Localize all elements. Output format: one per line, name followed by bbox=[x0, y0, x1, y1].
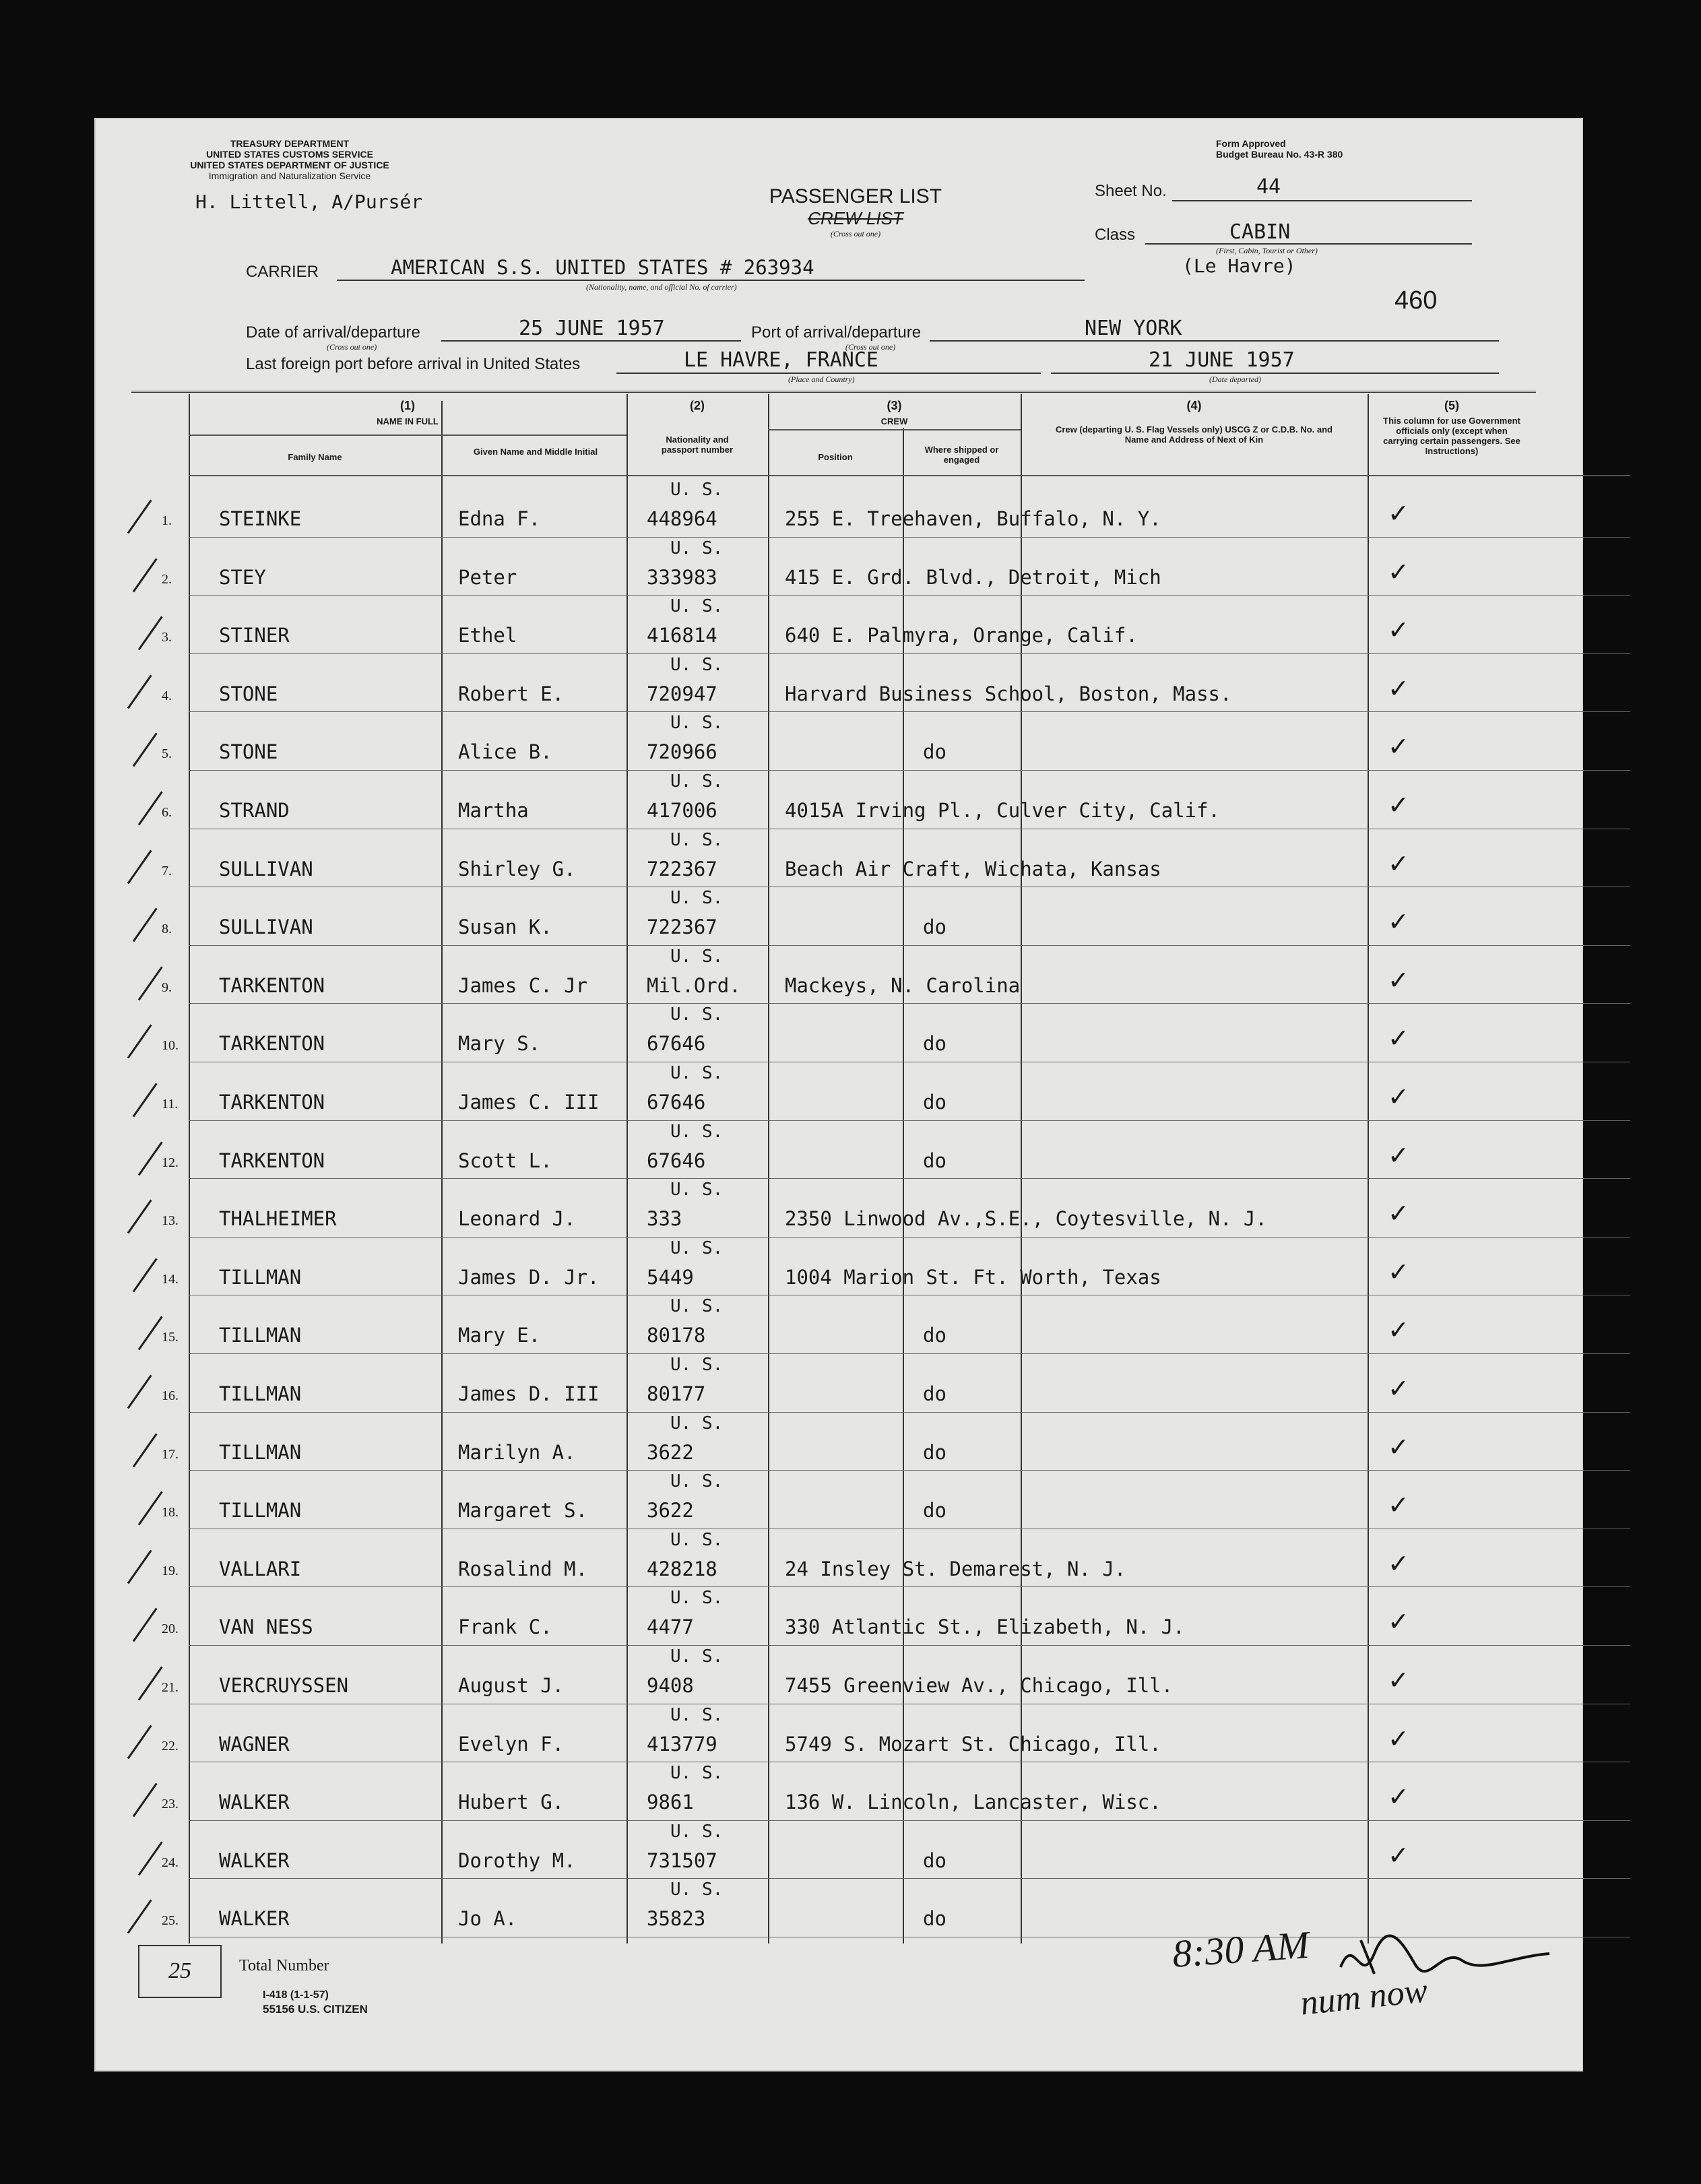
carrier-label: CARRIER bbox=[246, 263, 319, 281]
given-name: Evelyn F. bbox=[458, 1732, 565, 1756]
title-note: (Cross out one) bbox=[830, 229, 881, 238]
address: 24 Insley St. Demarest, N. J. bbox=[785, 1557, 1126, 1580]
header-bottom-rule bbox=[189, 475, 1630, 476]
col-5-title: This column for use Government officials only (except when carrying certain passengers. See Instructions) bbox=[1383, 416, 1520, 456]
nationality: U. S. bbox=[670, 1296, 724, 1317]
agency-header bbox=[189, 138, 391, 181]
margin-tick-mark bbox=[133, 1608, 158, 1642]
row-number: 3. bbox=[162, 630, 172, 645]
passport-number: 80177 bbox=[647, 1382, 706, 1405]
carrier-underline bbox=[337, 280, 1085, 281]
arrival-date-underline bbox=[441, 340, 741, 342]
col-4-number: (4) bbox=[1186, 399, 1202, 412]
purser-name: H. Littell, A/Pursér bbox=[195, 191, 423, 213]
col-4-title: Crew (departing U. S. Flag Vessels only) USCG Z or C.D.B. No. and Name and Address of Next of Kin bbox=[1055, 424, 1333, 445]
passport-number: 417006 bbox=[647, 799, 717, 822]
check-mark: ✓ bbox=[1388, 1607, 1409, 1637]
address: 136 W. Lincoln, Lancaster, Wisc. bbox=[785, 1791, 1161, 1814]
given-name: Dorothy M. bbox=[458, 1849, 576, 1872]
family-name: WAGNER bbox=[219, 1732, 290, 1756]
passport-number: 333983 bbox=[647, 565, 717, 589]
family-name: WALKER bbox=[219, 1907, 290, 1931]
row-rule bbox=[189, 653, 1630, 654]
family-name: TILLMAN bbox=[219, 1440, 302, 1464]
arrival-port-note: (Cross out one) bbox=[845, 342, 896, 352]
given-name: Mary E. bbox=[458, 1324, 541, 1347]
last-port-label: Last foreign port before arrival in United States bbox=[246, 355, 581, 373]
table-top-rule bbox=[131, 391, 1536, 393]
passport-number: 720947 bbox=[647, 682, 717, 705]
last-port-underline bbox=[616, 373, 1041, 374]
family-name: TILLMAN bbox=[219, 1324, 302, 1347]
address: do bbox=[923, 1149, 946, 1172]
row-number: 22. bbox=[162, 1738, 179, 1754]
passport-number: 5449 bbox=[647, 1265, 694, 1289]
address: 640 E. Palmyra, Orange, Calif. bbox=[785, 624, 1138, 647]
margin-tick-mark bbox=[127, 1549, 152, 1584]
margin-tick-mark bbox=[133, 1083, 158, 1117]
col-given-heading: Given Name and Middle Initial bbox=[473, 447, 598, 457]
passport-number: 722367 bbox=[647, 857, 717, 880]
agency-line-1: TREASURY DEPARTMENT bbox=[230, 138, 350, 149]
form-title bbox=[755, 185, 957, 239]
passport-number: 67646 bbox=[647, 1149, 706, 1172]
margin-tick-mark bbox=[133, 558, 158, 592]
family-name: VALLARI bbox=[219, 1557, 302, 1580]
nationality: U. S. bbox=[670, 888, 724, 909]
nationality: U. S. bbox=[670, 1004, 724, 1025]
row-rule bbox=[189, 1120, 1630, 1121]
col-divider-6 bbox=[1368, 394, 1369, 1944]
family-name: SULLIVAN bbox=[219, 857, 313, 880]
family-name: TILLMAN bbox=[219, 1499, 302, 1522]
nationality: U. S. bbox=[670, 1646, 724, 1667]
margin-tick-mark bbox=[127, 1200, 152, 1234]
sheet-underline bbox=[1172, 200, 1472, 201]
given-name: James D. III bbox=[458, 1382, 600, 1405]
family-name: VAN NESS bbox=[219, 1615, 313, 1639]
margin-tick-mark bbox=[127, 1900, 152, 1934]
row-rule bbox=[189, 1237, 1630, 1238]
col-5-number: (5) bbox=[1444, 399, 1459, 412]
passport-number: 413779 bbox=[647, 1732, 717, 1756]
given-name: Jo A. bbox=[458, 1907, 517, 1931]
check-mark: ✓ bbox=[1388, 790, 1409, 820]
address: do bbox=[923, 1849, 946, 1872]
check-mark: ✓ bbox=[1388, 732, 1409, 762]
passport-number: 80178 bbox=[647, 1324, 706, 1347]
check-mark: ✓ bbox=[1388, 615, 1409, 645]
family-name: STRAND bbox=[219, 799, 290, 822]
check-mark: ✓ bbox=[1388, 1782, 1409, 1812]
total-label: Total Number bbox=[239, 1957, 329, 1974]
given-name: Susan K. bbox=[458, 916, 552, 939]
margin-tick-mark bbox=[133, 1783, 158, 1818]
margin-tick-mark bbox=[138, 616, 163, 651]
margin-tick-mark bbox=[127, 1025, 152, 1059]
passport-number: 35823 bbox=[647, 1907, 706, 1931]
margin-tick-mark bbox=[127, 849, 152, 884]
family-name: STEY bbox=[219, 565, 266, 589]
row-number: 14. bbox=[162, 1271, 179, 1287]
row-number: 5. bbox=[162, 746, 172, 762]
row-number: 24. bbox=[162, 1855, 179, 1870]
given-name: Margaret S. bbox=[458, 1499, 588, 1522]
check-mark: ✓ bbox=[1388, 1082, 1409, 1112]
address: do bbox=[923, 916, 946, 939]
address: 7455 Greenview Av., Chicago, Ill. bbox=[785, 1674, 1174, 1697]
nationality: U. S. bbox=[670, 538, 724, 558]
given-name: Rosalind M. bbox=[458, 1557, 588, 1580]
family-name: STONE bbox=[219, 740, 278, 764]
address: 1004 Marion St. Ft. Worth, Texas bbox=[785, 1265, 1161, 1289]
nationality: U. S. bbox=[670, 1238, 724, 1258]
margin-tick-mark bbox=[138, 1841, 163, 1875]
margin-tick-mark bbox=[127, 1374, 152, 1409]
check-mark: ✓ bbox=[1388, 1140, 1409, 1170]
passenger-list-form bbox=[94, 118, 1583, 2071]
given-name: James D. Jr. bbox=[458, 1265, 600, 1289]
row-rule bbox=[189, 595, 1630, 596]
col-1-number: (1) bbox=[400, 399, 415, 412]
margin-tick-mark bbox=[138, 1666, 163, 1700]
total-value: 25 bbox=[168, 1958, 191, 1983]
nationality: U. S. bbox=[670, 1121, 724, 1142]
row-number: 12. bbox=[162, 1155, 179, 1170]
address: do bbox=[923, 1382, 946, 1405]
form-number: I-418 (1-1-57) bbox=[263, 1989, 329, 2001]
given-name: James C. Jr bbox=[458, 973, 588, 997]
address: 255 E. Treehaven, Buffalo, N. Y. bbox=[785, 507, 1161, 530]
passport-number: 448964 bbox=[647, 507, 717, 530]
nationality: U. S. bbox=[670, 1588, 724, 1609]
col-where-heading: Where shipped or engaged bbox=[924, 445, 999, 465]
row-number: 1. bbox=[162, 513, 172, 528]
given-name: Robert E. bbox=[458, 682, 565, 705]
header-subrule-1 bbox=[189, 435, 627, 436]
carrier-value: AMERICAN S.S. UNITED STATES # 263934 bbox=[391, 256, 814, 279]
family-name: TARKENTON bbox=[219, 1149, 325, 1172]
passport-number: 3622 bbox=[647, 1440, 694, 1464]
address: Beach Air Craft, Wichata, Kansas bbox=[785, 857, 1161, 880]
address: Harvard Business School, Boston, Mass. bbox=[785, 682, 1232, 705]
address: 415 E. Grd. Blvd., Detroit, Mich bbox=[785, 565, 1161, 589]
family-name: TARKENTON bbox=[219, 973, 325, 997]
family-name: WALKER bbox=[219, 1791, 290, 1814]
family-name: WALKER bbox=[219, 1849, 290, 1872]
check-mark: ✓ bbox=[1388, 1315, 1409, 1345]
col-position-heading: Position bbox=[818, 452, 853, 462]
row-number: 4. bbox=[162, 688, 172, 703]
family-name: STONE bbox=[219, 682, 278, 705]
given-name: Peter bbox=[458, 565, 517, 589]
family-name: TARKENTON bbox=[219, 1091, 325, 1114]
handwritten-time: 8:30 AM bbox=[1170, 1922, 1311, 1977]
address: do bbox=[923, 1324, 946, 1347]
family-name: STEINKE bbox=[219, 507, 302, 530]
family-name: STINER bbox=[219, 624, 290, 647]
margin-tick-mark bbox=[138, 1141, 163, 1176]
margin-tick-mark bbox=[138, 966, 163, 1000]
title-line-2: CREW LIST bbox=[808, 208, 903, 228]
arrival-port-label: Port of arrival/departure bbox=[751, 323, 922, 342]
row-number: 11. bbox=[162, 1097, 179, 1112]
passport-number: 428218 bbox=[647, 1557, 717, 1580]
row-rule bbox=[189, 1820, 1630, 1821]
check-mark: ✓ bbox=[1388, 1840, 1409, 1870]
sheet-label: Sheet No. bbox=[1095, 182, 1167, 200]
passport-number: 3622 bbox=[647, 1499, 694, 1522]
carrier-note: (Nationality, name, and official No. of carrier) bbox=[586, 282, 737, 292]
nationality: U. S. bbox=[670, 1821, 724, 1842]
row-number: 17. bbox=[162, 1446, 179, 1462]
col-divider-0 bbox=[189, 394, 190, 1944]
col-divider-3 bbox=[768, 394, 769, 1944]
handwritten-initials: num now bbox=[1298, 1971, 1430, 2023]
agency-line-4: Immigration and Naturalization Service bbox=[208, 170, 371, 181]
title-line-1: PASSENGER LIST bbox=[769, 185, 942, 207]
family-name: SULLIVAN bbox=[219, 916, 313, 939]
col-divider-1 bbox=[441, 401, 443, 1944]
margin-tick-mark bbox=[133, 1433, 158, 1467]
given-name: James C. III bbox=[458, 1091, 600, 1114]
address: 5749 S. Mozart St. Chicago, Ill. bbox=[785, 1732, 1161, 1756]
col-divider-4 bbox=[903, 428, 904, 1944]
row-number: 16. bbox=[162, 1388, 179, 1403]
check-mark: ✓ bbox=[1388, 907, 1409, 937]
row-number: 9. bbox=[162, 979, 172, 995]
family-name: TILLMAN bbox=[219, 1382, 302, 1405]
passport-number: 67646 bbox=[647, 1032, 706, 1056]
check-mark: ✓ bbox=[1388, 556, 1409, 587]
passport-number: Mil.Ord. bbox=[647, 973, 741, 997]
nationality: U. S. bbox=[670, 1471, 724, 1492]
given-name: August J. bbox=[458, 1674, 565, 1697]
given-name: Hubert G. bbox=[458, 1791, 565, 1814]
arrival-date-note: (Cross out one) bbox=[327, 342, 377, 352]
address: do bbox=[923, 1499, 946, 1522]
nationality: U. S. bbox=[670, 946, 724, 967]
given-name: Edna F. bbox=[458, 507, 541, 530]
margin-tick-mark bbox=[138, 1316, 163, 1351]
passport-number: 4477 bbox=[647, 1615, 694, 1639]
check-mark: ✓ bbox=[1388, 1023, 1409, 1054]
margin-tick-mark bbox=[138, 791, 163, 825]
address: do bbox=[923, 1091, 946, 1114]
row-rule bbox=[189, 711, 1630, 712]
col-family-heading: Family Name bbox=[288, 452, 342, 462]
nationality: U. S. bbox=[670, 1529, 724, 1550]
row-rule bbox=[189, 1470, 1630, 1471]
citizen-code: 55156 U.S. CITIZEN bbox=[263, 2003, 368, 2016]
last-port-note: (Place and Country) bbox=[788, 375, 855, 384]
passport-number: 722367 bbox=[647, 916, 717, 939]
row-rule bbox=[189, 1412, 1630, 1413]
last-port-date-underline bbox=[1051, 373, 1499, 374]
last-port-date-value: 21 JUNE 1957 bbox=[1149, 348, 1295, 372]
header-subrule-3 bbox=[768, 429, 1021, 430]
row-rule bbox=[189, 770, 1630, 771]
nationality: U. S. bbox=[670, 480, 724, 500]
form-approved-line-2: Budget Bureau No. 43-R 380 bbox=[1216, 149, 1343, 160]
total-box bbox=[138, 1945, 222, 1998]
class-note: (First, Cabin, Tourist or Other) bbox=[1216, 246, 1318, 255]
check-mark: ✓ bbox=[1388, 1723, 1409, 1754]
row-number: 19. bbox=[162, 1563, 179, 1578]
class-extra: (Le Havre) bbox=[1182, 255, 1296, 277]
address: Mackeys, N. Carolina bbox=[785, 973, 1021, 997]
margin-tick-mark bbox=[133, 1258, 158, 1292]
check-mark: ✓ bbox=[1388, 499, 1409, 528]
row-rule bbox=[189, 1645, 1630, 1646]
col-3-number: (3) bbox=[887, 399, 902, 412]
nationality: U. S. bbox=[670, 1413, 724, 1434]
nationality: U. S. bbox=[670, 829, 724, 850]
last-port-date-note: (Date departed) bbox=[1209, 375, 1261, 384]
col-1-title: NAME IN FULL bbox=[377, 416, 439, 426]
passport-number: 9408 bbox=[647, 1674, 694, 1697]
row-rule bbox=[189, 1353, 1630, 1354]
address: 4015A Irving Pl., Culver City, Calif. bbox=[785, 799, 1221, 822]
given-name: Leonard J. bbox=[458, 1207, 576, 1231]
passport-number: 333 bbox=[647, 1207, 682, 1231]
row-number: 8. bbox=[162, 922, 172, 937]
nationality: U. S. bbox=[670, 1355, 724, 1375]
passport-number: 720966 bbox=[647, 740, 717, 764]
nationality: U. S. bbox=[670, 596, 724, 617]
col-crew-heading: CREW bbox=[880, 416, 908, 426]
row-number: 18. bbox=[162, 1505, 179, 1520]
sheet-number: 44 bbox=[1256, 175, 1281, 199]
class-label: Class bbox=[1095, 226, 1136, 244]
check-mark: ✓ bbox=[1388, 1548, 1409, 1578]
given-name: Marilyn A. bbox=[458, 1440, 576, 1464]
row-rule bbox=[189, 1178, 1630, 1179]
given-name: Shirley G. bbox=[458, 857, 576, 880]
nationality: U. S. bbox=[670, 1180, 724, 1200]
arrival-port-value: NEW YORK bbox=[1085, 317, 1182, 340]
last-port-value: LE HAVRE, FRANCE bbox=[684, 348, 878, 372]
address: do bbox=[923, 1440, 946, 1464]
address: do bbox=[923, 1907, 946, 1931]
row-rule bbox=[189, 537, 1630, 538]
row-number: 25. bbox=[162, 1913, 179, 1929]
check-mark: ✓ bbox=[1388, 848, 1409, 878]
row-rule bbox=[189, 945, 1630, 946]
given-name: Martha bbox=[458, 799, 529, 822]
row-number: 15. bbox=[162, 1330, 179, 1345]
check-mark: ✓ bbox=[1388, 1665, 1409, 1695]
check-mark: ✓ bbox=[1388, 1198, 1409, 1229]
row-number: 21. bbox=[162, 1680, 179, 1695]
passport-number: 67646 bbox=[647, 1091, 706, 1114]
margin-tick-mark bbox=[138, 1491, 163, 1526]
family-name: TARKENTON bbox=[219, 1032, 325, 1056]
col-2-number: (2) bbox=[690, 399, 705, 412]
agency-line-2: UNITED STATES CUSTOMS SERVICE bbox=[206, 149, 373, 160]
nationality: U. S. bbox=[670, 654, 724, 675]
row-number: 2. bbox=[162, 571, 172, 587]
check-mark: ✓ bbox=[1388, 1490, 1409, 1520]
margin-tick-mark bbox=[127, 674, 152, 709]
arrival-port-underline bbox=[930, 340, 1499, 342]
check-mark: ✓ bbox=[1388, 1374, 1409, 1403]
arrival-date-label: Date of arrival/departure bbox=[246, 323, 420, 342]
nationality: U. S. bbox=[670, 1763, 724, 1784]
class-underline bbox=[1145, 243, 1472, 245]
row-rule bbox=[189, 1586, 1630, 1587]
nationality: U. S. bbox=[670, 771, 724, 792]
row-rule bbox=[189, 1878, 1630, 1879]
given-name: Scott L. bbox=[458, 1149, 552, 1172]
passport-number: 9861 bbox=[647, 1791, 694, 1814]
form-approved bbox=[1216, 138, 1343, 160]
row-number: 20. bbox=[162, 1621, 179, 1637]
nationality: U. S. bbox=[670, 1704, 724, 1725]
given-name: Mary S. bbox=[458, 1032, 541, 1056]
given-name: Frank C. bbox=[458, 1615, 552, 1639]
row-number: 13. bbox=[162, 1213, 179, 1229]
row-number: 10. bbox=[162, 1038, 179, 1054]
passport-number: 416814 bbox=[647, 624, 717, 647]
family-name: VERCRUYSSEN bbox=[219, 1674, 349, 1697]
form-approved-line-1: Form Approved bbox=[1216, 138, 1286, 149]
check-mark: ✓ bbox=[1388, 673, 1409, 703]
row-number: 7. bbox=[162, 863, 172, 878]
agency-line-3: UNITED STATES DEPARTMENT OF JUSTICE bbox=[190, 160, 389, 170]
stamp-number: 460 bbox=[1394, 286, 1438, 315]
family-name: TILLMAN bbox=[219, 1265, 302, 1289]
address: do bbox=[923, 1032, 946, 1056]
row-rule bbox=[189, 1003, 1630, 1004]
row-number: 23. bbox=[162, 1797, 179, 1812]
address: 2350 Linwood Av.,S.E., Coytesville, N. J. bbox=[785, 1207, 1267, 1231]
col-divider-2 bbox=[627, 394, 628, 1944]
nationality: U. S. bbox=[670, 1880, 724, 1900]
given-name: Ethel bbox=[458, 624, 517, 647]
nationality: U. S. bbox=[670, 1063, 724, 1083]
address: do bbox=[923, 740, 946, 764]
nationality: U. S. bbox=[670, 713, 724, 734]
passport-number: 731507 bbox=[647, 1849, 717, 1872]
class-value: CABIN bbox=[1229, 220, 1291, 244]
margin-tick-mark bbox=[133, 908, 158, 942]
check-mark: ✓ bbox=[1388, 1432, 1409, 1462]
margin-tick-mark bbox=[127, 499, 152, 534]
family-name: THALHEIMER bbox=[219, 1207, 337, 1231]
margin-tick-mark bbox=[127, 1725, 152, 1759]
margin-tick-mark bbox=[133, 733, 158, 767]
col-nationality-heading: Nationality and passport number bbox=[661, 435, 734, 455]
check-mark: ✓ bbox=[1388, 1256, 1409, 1287]
check-mark: ✓ bbox=[1388, 965, 1409, 995]
row-number: 6. bbox=[162, 805, 172, 820]
given-name: Alice B. bbox=[458, 740, 552, 764]
address: 330 Atlantic St., Elizabeth, N. J. bbox=[785, 1615, 1185, 1639]
arrival-date-value: 25 JUNE 1957 bbox=[519, 317, 665, 340]
